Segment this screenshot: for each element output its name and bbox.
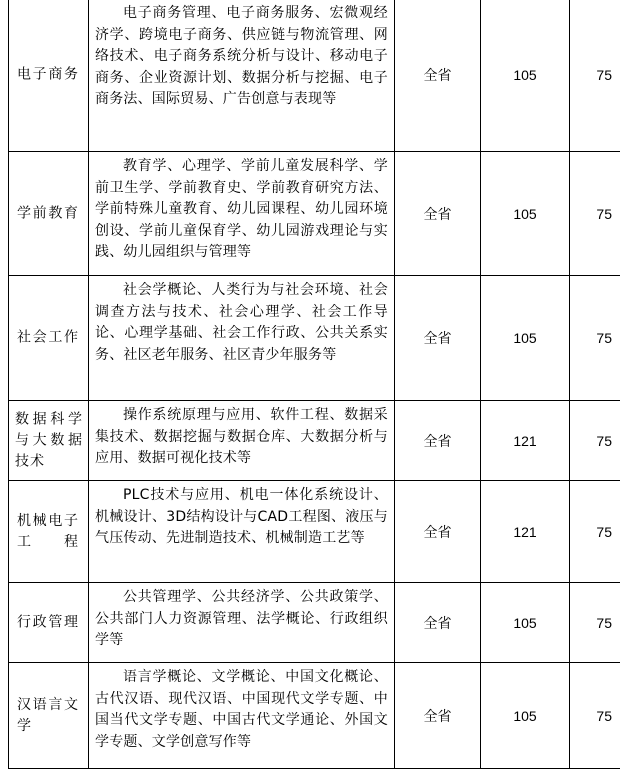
score-text: 75 [596,523,612,540]
score-cell [570,152,620,275]
courses-cell [89,481,395,582]
count-cell [481,0,570,151]
courses-text: 社会学概论、人类行为与社会环境、社会调查方法与技术、社会心理学、社会工作导论、心理学基础、社会工作行政、公共关系实务、社区老年服务、社区青少年服务等 [95,282,388,363]
table-row [8,583,620,663]
scope-cell [395,583,481,662]
major-name: 机械电子工程 [17,512,79,550]
courses-cell [89,583,395,662]
count-cell [481,481,570,582]
courses-text: 语言学概论、文学概论、中国文化概论、古代汉语、现代汉语、中国现代文学专题、中国当代文学专题、中国古代文学通论、外国文学专题、文学创意写作等 [95,669,388,750]
scope-text: 全省 [423,68,452,84]
courses-text: 教育学、心理学、学前儿童发展科学、学前卫生学、学前教育史、学前教育研究方法、学前特殊儿童教育、幼儿园课程、幼儿园环境创设、学前儿童保育学、幼儿园游戏理论与实践、幼儿园组织与管理等 [95,158,388,261]
count-cell [481,583,570,662]
table-row [8,401,620,481]
table-row [8,0,620,152]
major-name: 社会工作 [17,329,79,346]
courses-text: 公共管理学、公共经济学、公共政策学、公共部门人力资源管理、法学概论、行政组织学等 [95,589,388,649]
majors-table [8,0,620,769]
major-cell [8,276,89,400]
table-row [8,481,620,583]
scope-text: 全省 [423,206,452,223]
count-text: 121 [513,523,537,540]
scope-text: 全省 [423,524,452,541]
major-cell [8,583,89,662]
major-name: 数据科学与大数据技术 [15,411,83,469]
courses-cell [89,276,395,400]
score-text: 75 [596,432,612,449]
table-row [8,663,620,769]
scope-text: 全省 [423,708,452,725]
major-name: 电子商务 [17,66,79,83]
scope-text: 全省 [423,331,452,347]
score-cell [570,401,620,480]
scope-cell [395,663,481,768]
count-cell [481,152,570,275]
major-name: 行政管理 [17,614,79,630]
scope-cell [395,481,481,582]
courses-text: 电子商务管理、电子商务服务、宏微观经济学、跨境电子商务、供应链与物流管理、网络技术、电子商务系统分析与设计、移动电子商务、企业资源计划、数据分析与挖掘、电子商务法、国际贸易、广告创意与表现等 [95,5,388,108]
score-cell [570,663,620,768]
score-text: 75 [596,614,612,631]
table-row [8,152,620,276]
scope-text: 全省 [423,615,452,632]
scope-cell [395,276,481,400]
scope-text: 全省 [423,433,452,450]
major-name: 汉语言文学 [17,696,79,734]
score-cell [570,583,620,662]
scope-cell [395,401,481,480]
score-text: 75 [596,205,612,222]
score-text: 75 [596,330,612,346]
count-cell [481,276,570,400]
count-cell [481,663,570,768]
count-text: 105 [513,330,537,346]
score-text: 75 [596,707,612,724]
score-cell [570,276,620,400]
courses-cell [89,152,395,275]
courses-cell [89,663,395,768]
major-cell [8,481,89,582]
table-row [8,276,620,401]
major-cell [8,0,89,151]
courses-text: 操作系统原理与应用、软件工程、数据采集技术、数据挖掘与数据仓库、大数据分析与应用、数据可视化技术等 [95,407,388,467]
courses-cell [89,401,395,480]
scope-cell [395,0,481,151]
count-cell [481,401,570,480]
scope-cell [395,152,481,275]
score-text: 75 [596,67,612,83]
courses-text: PLC技术与应用、机电一体化系统设计、机械设计、3D结构设计与CAD工程图、液压与气压传动、先进制造技术、机械制造工艺等 [95,487,388,547]
count-text: 121 [513,432,537,449]
score-cell [570,0,620,151]
count-text: 105 [513,614,537,631]
major-cell [8,401,89,480]
count-text: 105 [513,707,537,724]
count-text: 105 [513,205,537,222]
score-cell [570,481,620,582]
major-name: 学前教育 [17,205,79,221]
major-cell [8,663,89,768]
count-text: 105 [513,67,537,83]
courses-cell [89,0,395,151]
major-cell [8,152,89,275]
